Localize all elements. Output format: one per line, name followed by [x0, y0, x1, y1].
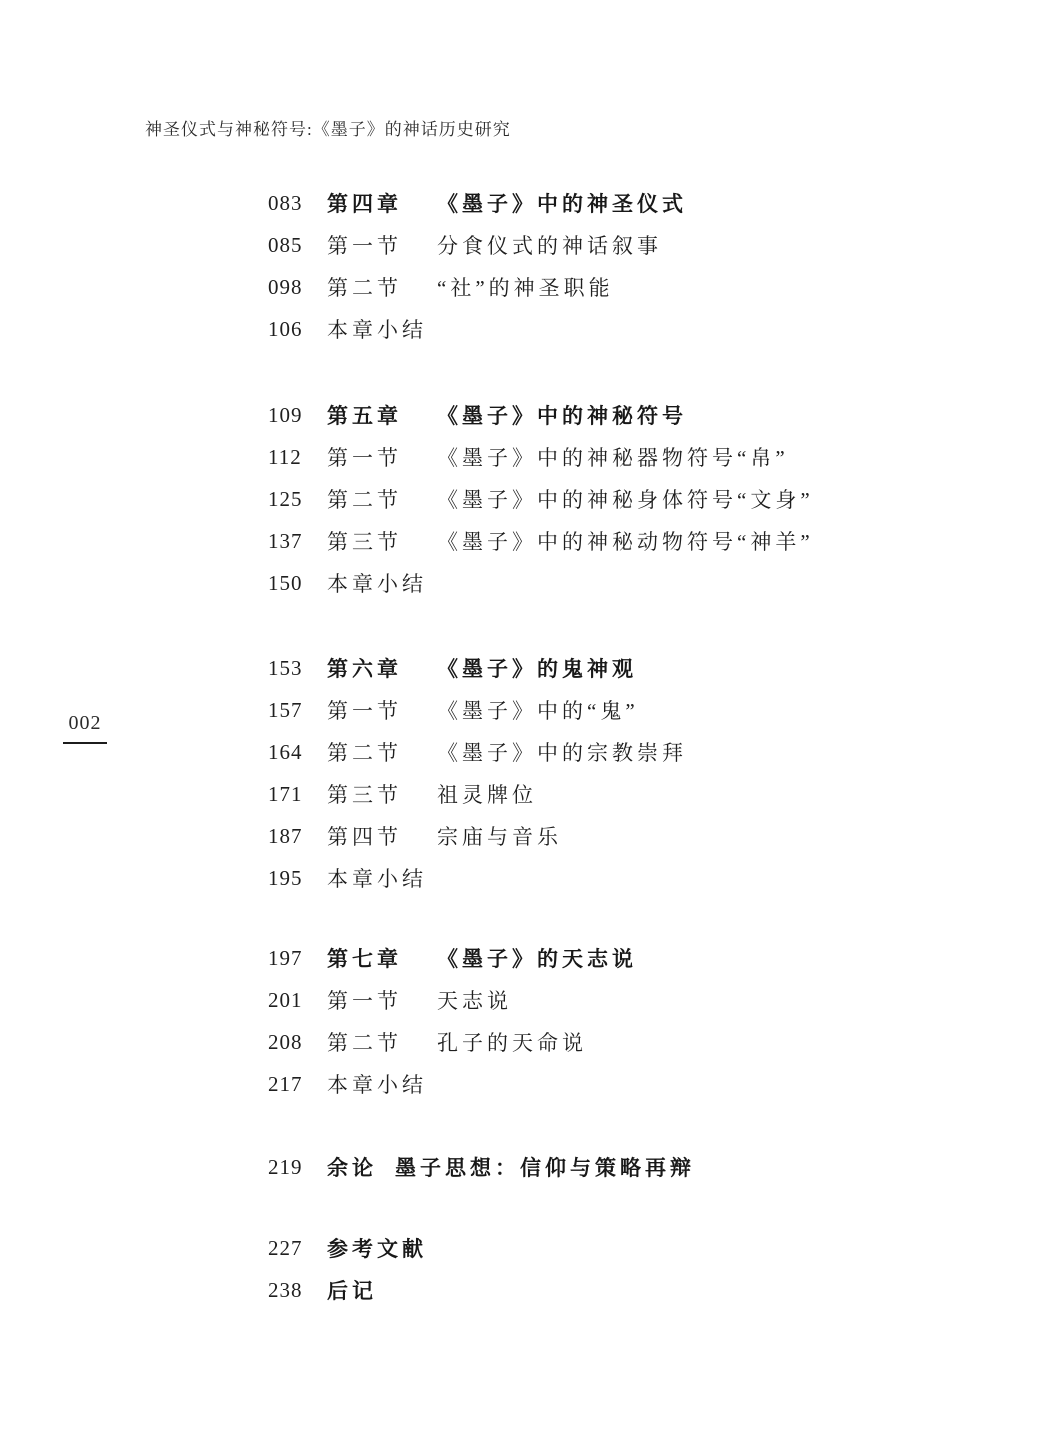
- toc-page-number: 137: [268, 528, 303, 553]
- toc-entry-label: 第二节: [327, 276, 402, 300]
- toc-row: [268, 773, 928, 815]
- toc-entry-title: 《墨子》中的“鬼”: [437, 699, 639, 723]
- toc-entry-label: 第一节: [327, 699, 402, 723]
- toc-list: [268, 182, 928, 1311]
- toc-page-number: 195: [268, 865, 303, 890]
- toc-page-number: 201: [268, 987, 303, 1012]
- toc-entry-title: 《墨子》的鬼神观: [437, 658, 637, 681]
- toc-page-number: 112: [268, 444, 302, 469]
- toc-entry-label: 后记: [327, 1280, 377, 1303]
- toc-row: [268, 979, 928, 1021]
- toc-entry-title: 《墨子》中的神秘身体符号“文身”: [437, 488, 814, 512]
- toc-group: [268, 394, 928, 604]
- toc-page-number: 125: [268, 486, 303, 511]
- toc-row: [268, 937, 928, 979]
- toc-entry-title: 墨子思想：信仰与策略再辩: [395, 1157, 695, 1180]
- toc-row: [268, 1227, 928, 1269]
- toc-row: [268, 1269, 928, 1311]
- toc-entry-label: 参考文献: [327, 1238, 427, 1261]
- toc-page-number: 197: [268, 945, 303, 970]
- toc-entry-label: 第三节: [327, 783, 402, 807]
- toc-entry-label: 第四章: [327, 193, 402, 216]
- toc-entry-label: 本章小结: [327, 572, 427, 596]
- toc-row: [268, 224, 928, 266]
- toc-page-number: 150: [268, 570, 303, 595]
- toc-entry-title: “社”的神圣职能: [437, 276, 614, 300]
- toc-row: [268, 731, 928, 773]
- toc-entry-title: 《墨子》的天志说: [437, 948, 637, 971]
- toc-entry-label: 第二节: [327, 488, 402, 512]
- toc-row: [268, 1063, 928, 1105]
- toc-page-number: 217: [268, 1071, 303, 1096]
- toc-entry-label: 第四节: [327, 825, 402, 849]
- toc-page-number: 208: [268, 1029, 303, 1054]
- toc-row: [268, 520, 928, 562]
- toc-entry-label: 第一节: [327, 989, 402, 1013]
- toc-group: [268, 647, 928, 899]
- toc-page-number: 171: [268, 781, 303, 806]
- toc-row: [268, 308, 928, 350]
- toc-page-number: 164: [268, 739, 303, 764]
- toc-page-number: 153: [268, 655, 303, 680]
- toc-entry-label: 第六章: [327, 658, 402, 681]
- toc-entry-label: 第三节: [327, 530, 402, 554]
- toc-page-number: 227: [268, 1235, 303, 1260]
- toc-row: [268, 478, 928, 520]
- toc-row: [268, 436, 928, 478]
- toc-page-number: 083: [268, 190, 303, 215]
- toc-entry-title: 祖灵牌位: [437, 783, 537, 807]
- toc-row: [268, 394, 928, 436]
- toc-entry-title: 《墨子》中的神圣仪式: [437, 193, 687, 216]
- running-header: 神圣仪式与神秘符号:《墨子》的神话历史研究: [145, 120, 511, 139]
- toc-row: [268, 857, 928, 899]
- toc-entry-title: 天志说: [437, 989, 512, 1013]
- toc-page-number: 106: [268, 316, 303, 341]
- toc-entry-label: 本章小结: [327, 318, 427, 342]
- toc-page-number: 109: [268, 402, 303, 427]
- toc-row: [268, 1146, 928, 1188]
- toc-entry-title: 《墨子》中的宗教崇拜: [437, 741, 687, 765]
- toc-page-number: 085: [268, 232, 303, 257]
- toc-entry-title: 孔子的天命说: [437, 1031, 587, 1055]
- toc-entry-label: 第二节: [327, 741, 402, 765]
- toc-entry-title: 宗庙与音乐: [437, 825, 562, 849]
- page-folio: [63, 712, 107, 744]
- toc-group: [268, 1227, 928, 1311]
- toc-entry-label: 第一节: [327, 234, 402, 258]
- toc-entry-label: 第五章: [327, 405, 402, 428]
- folio-number: 002: [68, 712, 102, 734]
- toc-page-number: 219: [268, 1154, 303, 1179]
- toc-row: [268, 182, 928, 224]
- toc-row: [268, 1021, 928, 1063]
- toc-entry-label: 第二节: [327, 1031, 402, 1055]
- toc-entry-title: 《墨子》中的神秘符号: [437, 405, 687, 428]
- toc-group: [268, 1146, 928, 1188]
- toc-row: [268, 815, 928, 857]
- toc-entry-label: 本章小结: [327, 1073, 427, 1097]
- toc-page-number: 187: [268, 823, 303, 848]
- toc-row: [268, 266, 928, 308]
- toc-row: [268, 562, 928, 604]
- toc-row: [268, 647, 928, 689]
- toc-entry-title: 《墨子》中的神秘动物符号“神羊”: [437, 530, 814, 554]
- toc-page-number: 238: [268, 1277, 303, 1302]
- toc-entry-title: 分食仪式的神话叙事: [437, 234, 662, 258]
- toc-row: [268, 689, 928, 731]
- toc-group: [268, 937, 928, 1105]
- toc-entry-label: 余论: [327, 1157, 377, 1180]
- toc-entry-label: 第七章: [327, 948, 402, 971]
- toc-entry-title: 《墨子》中的神秘器物符号“帛”: [437, 446, 789, 470]
- toc-group: [268, 182, 928, 350]
- toc-page-number: 157: [268, 697, 303, 722]
- toc-page-number: 098: [268, 274, 303, 299]
- toc-entry-label: 本章小结: [327, 867, 427, 891]
- toc-entry-label: 第一节: [327, 446, 402, 470]
